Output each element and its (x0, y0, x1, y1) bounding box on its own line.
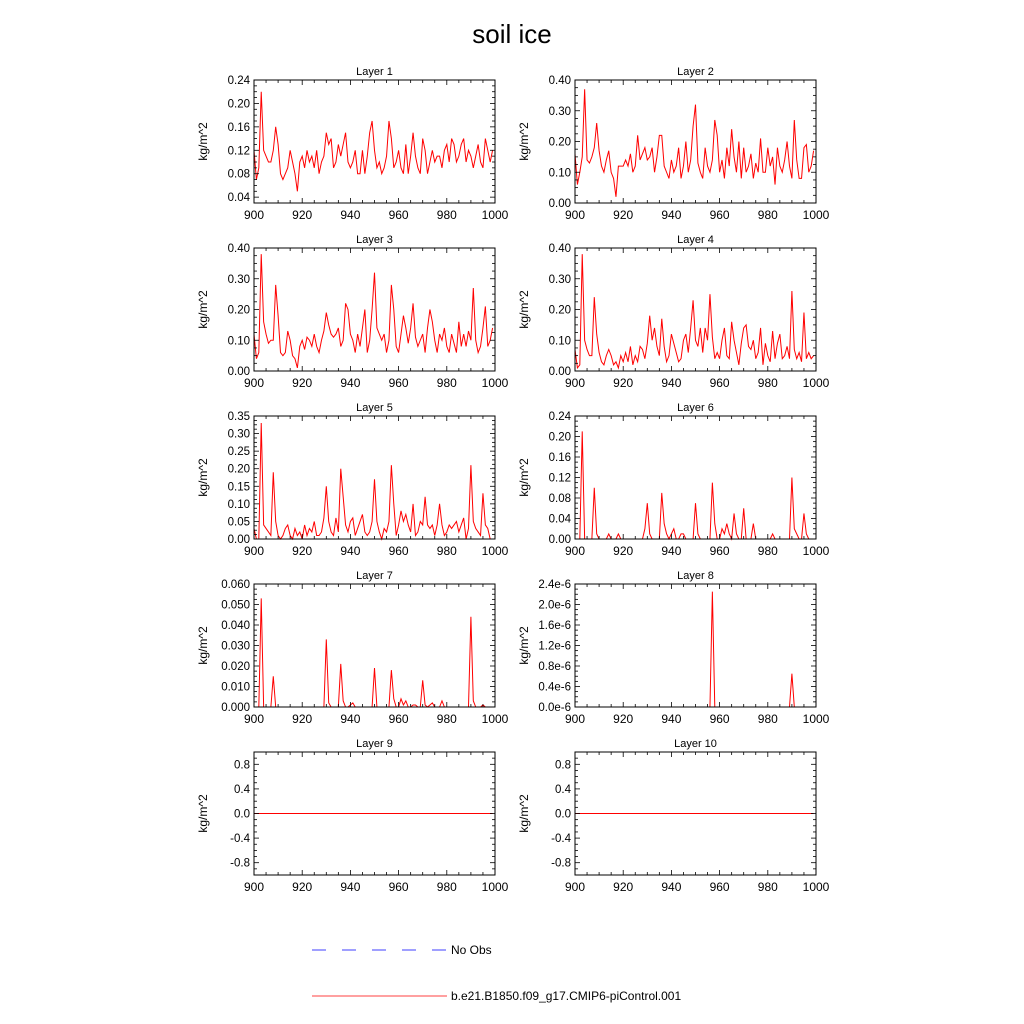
y-tick-label: -0.4 (551, 833, 571, 846)
y-tick-label: -0.8 (230, 857, 250, 870)
y-tick-label: 0.15 (227, 481, 250, 494)
y-tick-label: 0.20 (227, 98, 250, 111)
x-tick-label: 1000 (481, 376, 509, 390)
x-tick-label: 1000 (802, 712, 830, 726)
y-tick-label: 0.10 (548, 167, 571, 180)
x-tick-label: 980 (436, 880, 457, 894)
x-tick-label: 960 (388, 376, 409, 390)
legend-label-model: b.e21.B1850.f09_g17.CMIP6-piControl.001 (451, 989, 682, 1003)
y-tick-label: 0.08 (227, 168, 250, 181)
y-tick-label: 0.08 (548, 493, 571, 505)
y-tick-label: 0.40 (548, 75, 571, 87)
x-tick-label: 960 (709, 712, 730, 726)
x-tick-label: 900 (243, 712, 265, 726)
y-tick-label: 0.10 (227, 335, 250, 348)
panel-title: Layer 7 (356, 570, 393, 582)
x-tick-label: 900 (564, 208, 586, 222)
y-tick-label: 0.00 (227, 534, 250, 546)
y-axis-label: kg/m^2 (196, 122, 210, 161)
y-tick-label: 0.35 (227, 411, 250, 423)
y-tick-label: 0.04 (227, 192, 250, 205)
x-tick-label: 940 (661, 208, 682, 222)
x-tick-label: 980 (757, 544, 778, 558)
x-tick-label: 920 (292, 208, 313, 222)
x-tick-label: 1000 (481, 544, 509, 558)
y-tick-label: 0.40 (548, 243, 571, 255)
y-tick-label: 0.020 (221, 661, 250, 673)
y-tick-label: -0.4 (230, 833, 250, 846)
y-axis-label: kg/m^2 (196, 290, 210, 329)
x-tick-label: 920 (613, 880, 634, 894)
x-tick-label: 920 (613, 712, 634, 726)
y-axis-label: kg/m^2 (196, 794, 210, 833)
y-tick-label: 0.00 (227, 366, 250, 378)
y-tick-label: 0.8 (555, 759, 571, 772)
y-tick-label: 0.20 (227, 463, 250, 476)
y-tick-label: 0.4 (555, 783, 571, 796)
y-axis-label: kg/m^2 (517, 794, 531, 833)
y-tick-label: 0.8e-6 (538, 661, 571, 673)
panel-title: Layer 1 (356, 66, 393, 78)
y-tick-label: 0.0 (555, 808, 571, 821)
panel-title: Layer 5 (356, 402, 393, 414)
y-tick-label: 0.24 (227, 75, 250, 87)
y-tick-label: 0.25 (227, 446, 250, 459)
y-tick-label: 0.10 (548, 335, 571, 348)
x-tick-label: 940 (661, 544, 682, 558)
x-tick-label: 940 (340, 712, 361, 726)
y-tick-label: 0.8 (234, 759, 250, 772)
panel-title: Layer 2 (677, 66, 714, 78)
x-tick-label: 900 (564, 712, 586, 726)
x-tick-label: 980 (436, 712, 457, 726)
y-tick-label: 2.0e-6 (538, 599, 571, 612)
y-tick-label: 0.20 (548, 304, 571, 317)
x-tick-label: 920 (292, 712, 313, 726)
y-tick-label: 1.2e-6 (538, 640, 571, 653)
y-tick-label: 0.10 (227, 498, 250, 511)
y-tick-label: 0.0 (234, 808, 250, 821)
x-tick-label: 980 (757, 376, 778, 390)
y-tick-label: 0.040 (221, 620, 250, 632)
x-tick-label: 1000 (802, 544, 830, 558)
y-tick-label: 0.4e-6 (538, 681, 571, 694)
y-tick-label: 0.30 (227, 273, 250, 286)
panel-title: Layer 4 (677, 234, 714, 246)
x-tick-label: 1000 (802, 376, 830, 390)
y-tick-label: 0.00 (548, 534, 571, 546)
x-tick-label: 940 (340, 544, 361, 558)
y-axis-label: kg/m^2 (196, 458, 210, 497)
x-tick-label: 920 (292, 880, 313, 894)
y-tick-label: 0.16 (548, 452, 571, 464)
y-tick-label: 0.30 (548, 273, 571, 286)
x-tick-label: 940 (340, 376, 361, 390)
x-tick-label: 900 (243, 544, 265, 558)
x-tick-label: 980 (757, 712, 778, 726)
x-tick-label: 980 (757, 880, 778, 894)
y-tick-label: 0.16 (227, 121, 250, 134)
x-tick-label: 940 (661, 712, 682, 726)
y-tick-label: 0.030 (221, 640, 250, 653)
x-tick-label: 900 (243, 376, 265, 390)
y-tick-label: 0.000 (221, 702, 250, 714)
y-tick-label: 0.050 (221, 599, 250, 612)
x-tick-label: 980 (436, 544, 457, 558)
y-tick-label: 0.04 (548, 513, 571, 526)
y-axis-label: kg/m^2 (517, 290, 531, 329)
x-tick-label: 1000 (802, 880, 830, 894)
y-tick-label: 0.4 (234, 783, 250, 796)
y-tick-label: 0.12 (227, 145, 250, 158)
y-axis-label: kg/m^2 (517, 122, 531, 161)
y-tick-label: 0.24 (548, 411, 571, 423)
y-tick-label: 0.20 (548, 136, 571, 149)
figure-title: soil ice (472, 19, 552, 49)
y-tick-label: -0.8 (551, 857, 571, 870)
y-tick-label: 0.40 (227, 243, 250, 255)
y-tick-label: 0.010 (221, 681, 250, 694)
y-tick-label: 1.6e-6 (538, 620, 571, 632)
x-tick-label: 1000 (481, 208, 509, 222)
x-tick-label: 900 (564, 880, 586, 894)
x-tick-label: 940 (340, 880, 361, 894)
x-tick-label: 980 (436, 208, 457, 222)
x-tick-label: 900 (564, 544, 586, 558)
y-tick-label: 0.20 (548, 431, 571, 444)
y-tick-label: 0.30 (548, 105, 571, 118)
panel-title: Layer 10 (674, 738, 717, 750)
panel-title: Layer 8 (677, 570, 714, 582)
y-axis-label: kg/m^2 (517, 626, 531, 665)
x-tick-label: 960 (709, 376, 730, 390)
x-tick-label: 1000 (481, 880, 509, 894)
y-tick-label: 0.05 (227, 516, 250, 529)
x-tick-label: 940 (340, 208, 361, 222)
x-tick-label: 920 (292, 544, 313, 558)
y-axis-label: kg/m^2 (196, 626, 210, 665)
x-tick-label: 960 (388, 712, 409, 726)
y-tick-label: 0.30 (227, 428, 250, 441)
x-tick-label: 900 (243, 208, 265, 222)
y-tick-label: 0.12 (548, 472, 571, 485)
x-tick-label: 1000 (802, 208, 830, 222)
x-tick-label: 920 (613, 376, 634, 390)
panel-title: Layer 6 (677, 402, 714, 414)
x-tick-label: 900 (564, 376, 586, 390)
x-tick-label: 960 (709, 880, 730, 894)
panel-title: Layer 9 (356, 738, 393, 750)
x-tick-label: 920 (613, 208, 634, 222)
x-tick-label: 940 (661, 376, 682, 390)
y-tick-label: 0.00 (548, 198, 571, 210)
x-tick-label: 1000 (481, 712, 509, 726)
y-tick-label: 0.20 (227, 304, 250, 317)
legend-label-no-obs: No Obs (451, 943, 492, 957)
x-tick-label: 920 (613, 544, 634, 558)
x-tick-label: 960 (709, 544, 730, 558)
y-tick-label: 0.060 (221, 579, 250, 591)
x-tick-label: 960 (388, 544, 409, 558)
y-tick-label: 0.00 (548, 366, 571, 378)
x-tick-label: 960 (709, 208, 730, 222)
y-tick-label: 0.0e-6 (538, 702, 571, 714)
x-tick-label: 900 (243, 880, 265, 894)
x-tick-label: 980 (436, 376, 457, 390)
y-axis-label: kg/m^2 (517, 458, 531, 497)
x-tick-label: 920 (292, 376, 313, 390)
x-tick-label: 980 (757, 208, 778, 222)
panel-title: Layer 3 (356, 234, 393, 246)
y-tick-label: 2.4e-6 (538, 579, 571, 591)
x-tick-label: 940 (661, 880, 682, 894)
x-tick-label: 960 (388, 880, 409, 894)
x-tick-label: 960 (388, 208, 409, 222)
